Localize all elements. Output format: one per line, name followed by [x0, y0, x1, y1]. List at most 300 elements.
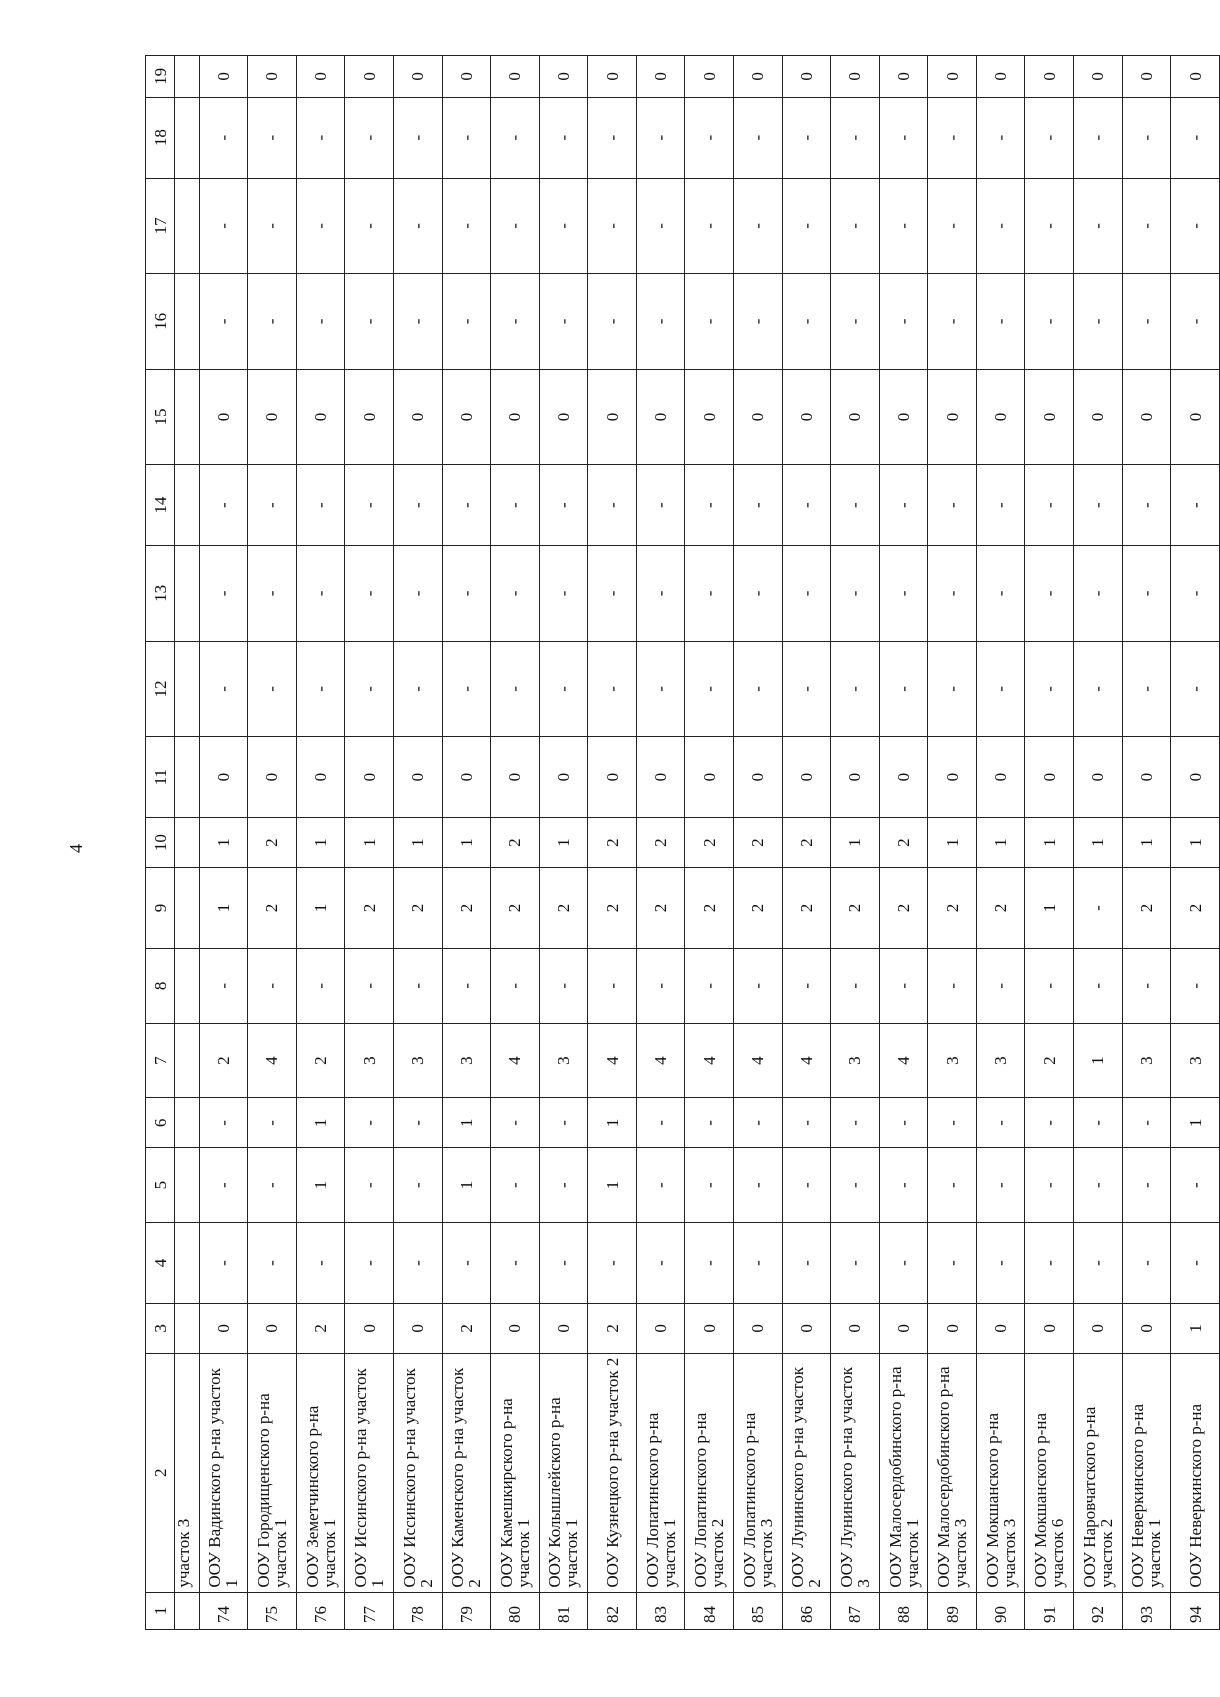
- table-cell: 0: [879, 369, 928, 465]
- row-number: 77: [345, 1592, 394, 1629]
- table-cell: 0: [1074, 1304, 1123, 1354]
- table-cell: -: [1074, 641, 1123, 737]
- table-cell: -: [831, 1148, 880, 1223]
- table-cell: -: [345, 948, 394, 1023]
- table-cell: 1: [1074, 1023, 1123, 1098]
- table-cell: -: [976, 948, 1025, 1023]
- table-cell: 0: [831, 56, 880, 98]
- table-cell: -: [345, 178, 394, 274]
- table-cell: 2: [636, 867, 685, 948]
- table-cell: [175, 641, 199, 737]
- table-cell: [175, 465, 199, 546]
- table-cell: -: [1074, 97, 1123, 178]
- table-cell: 2: [345, 867, 394, 948]
- column-number: 12: [146, 641, 175, 737]
- table-cell: -: [539, 465, 588, 546]
- table-cell: -: [976, 178, 1025, 274]
- organization-name: ООУ Вадинского р-на участок 1: [199, 1353, 248, 1592]
- table-cell: -: [782, 97, 831, 178]
- column-number: 13: [146, 546, 175, 642]
- table-cell: 0: [588, 56, 637, 98]
- table-cell: -: [782, 1148, 831, 1223]
- table-cell: 0: [928, 369, 977, 465]
- table-cell: 1: [199, 867, 248, 948]
- column-number: 7: [146, 1023, 175, 1098]
- table-cell: -: [1122, 178, 1171, 274]
- table-cell: 0: [296, 369, 345, 465]
- table-cell: 0: [879, 737, 928, 818]
- table-cell: 0: [976, 369, 1025, 465]
- table-cell: -: [636, 1098, 685, 1148]
- table-row: [393, 56, 442, 1630]
- table-cell: 0: [685, 1304, 734, 1354]
- row-number: 82: [588, 1592, 637, 1629]
- table-cell: [175, 1304, 199, 1354]
- table-cell: 1: [539, 818, 588, 868]
- table-cell: -: [248, 546, 297, 642]
- table-cell: -: [248, 1223, 297, 1304]
- table-cell: -: [928, 178, 977, 274]
- table-cell: -: [393, 546, 442, 642]
- column-number-row: [146, 56, 175, 1630]
- table-cell: -: [248, 641, 297, 737]
- table-cell: 0: [539, 1304, 588, 1354]
- table-cell: 0: [1025, 56, 1074, 98]
- table-cell: 4: [879, 1023, 928, 1098]
- table-cell: -: [879, 1223, 928, 1304]
- table-cell: -: [491, 178, 540, 274]
- table-cell: -: [1171, 274, 1220, 370]
- table-cell: 2: [1171, 867, 1220, 948]
- table-cell: [175, 1098, 199, 1148]
- table-cell: 4: [733, 1023, 782, 1098]
- table-cell: -: [733, 97, 782, 178]
- table-cell: 3: [393, 1023, 442, 1098]
- table-cell: -: [733, 1223, 782, 1304]
- row-number: 89: [928, 1592, 977, 1629]
- organization-name: ООУ Иссинского р-на участок 2: [393, 1353, 442, 1592]
- table-cell: -: [1074, 1223, 1123, 1304]
- table-cell: 0: [1074, 737, 1123, 818]
- table-cell: -: [588, 178, 637, 274]
- table-cell: -: [1074, 546, 1123, 642]
- table-cell: [175, 1148, 199, 1223]
- table-cell: 1: [296, 1098, 345, 1148]
- table-cell: 0: [782, 737, 831, 818]
- column-number: 2: [146, 1353, 175, 1592]
- table-cell: 0: [199, 56, 248, 98]
- table-cell: 1: [296, 867, 345, 948]
- table-cell: 1: [199, 818, 248, 868]
- table-cell: -: [1171, 465, 1220, 546]
- table-cell: -: [345, 641, 394, 737]
- table-cell: -: [928, 465, 977, 546]
- row-number: 86: [782, 1592, 831, 1629]
- table-cell: -: [831, 178, 880, 274]
- table-cell: -: [1122, 274, 1171, 370]
- table-cell: -: [782, 641, 831, 737]
- table-cell: -: [199, 1148, 248, 1223]
- table-cell: [175, 867, 199, 948]
- organization-name: ООУ Неверкинского р-на участок 1: [1122, 1353, 1171, 1592]
- table-cell: 1: [588, 1148, 637, 1223]
- table-cell: -: [1122, 465, 1171, 546]
- table-cell: -: [1074, 867, 1123, 948]
- table-cell: -: [199, 274, 248, 370]
- table-cell: 0: [976, 737, 1025, 818]
- table-cell: 1: [1025, 867, 1074, 948]
- table-cell: [175, 178, 199, 274]
- table-cell: 0: [393, 56, 442, 98]
- table-cell: 0: [831, 1304, 880, 1354]
- table-cell: -: [588, 1223, 637, 1304]
- table-cell: 0: [733, 1304, 782, 1354]
- table-cell: 2: [442, 1304, 491, 1354]
- table-cell: 0: [879, 56, 928, 98]
- table-cell: -: [491, 546, 540, 642]
- table-row: [296, 56, 345, 1630]
- table-cell: -: [1025, 546, 1074, 642]
- table-cell: -: [1122, 948, 1171, 1023]
- table-cell: [175, 546, 199, 642]
- table-cell: -: [345, 1098, 394, 1148]
- table-cell: [175, 737, 199, 818]
- table-cell: 2: [539, 867, 588, 948]
- table-cell: 2: [588, 1304, 637, 1354]
- table-row: [928, 56, 977, 1630]
- table-cell: -: [1074, 948, 1123, 1023]
- table-cell: -: [199, 1223, 248, 1304]
- table-cell: -: [782, 1098, 831, 1148]
- row-number: 83: [636, 1592, 685, 1629]
- table-cell: -: [442, 641, 491, 737]
- table-cell: 0: [345, 369, 394, 465]
- table-cell: -: [733, 546, 782, 642]
- table-cell: 0: [199, 369, 248, 465]
- table-cell: 0: [879, 1304, 928, 1354]
- table-cell: -: [442, 465, 491, 546]
- organization-name: ООУ Лопатинского р-на участок 1: [636, 1353, 685, 1592]
- table-cell: 2: [636, 818, 685, 868]
- table-cell: 2: [393, 867, 442, 948]
- table-cell: 0: [345, 1304, 394, 1354]
- table-cell: -: [976, 1098, 1025, 1148]
- table-cell: 3: [976, 1023, 1025, 1098]
- table-cell: -: [1122, 641, 1171, 737]
- table-cell: 0: [831, 369, 880, 465]
- table-cell: 1: [831, 818, 880, 868]
- table-cell: -: [831, 274, 880, 370]
- table-cell: -: [1171, 1223, 1220, 1304]
- column-number: 19: [146, 56, 175, 98]
- table-cell: -: [831, 948, 880, 1023]
- table-cell: -: [491, 97, 540, 178]
- table-cell: 0: [782, 56, 831, 98]
- table-cell: 0: [491, 369, 540, 465]
- row-number: 91: [1025, 1592, 1074, 1629]
- table-cell: -: [491, 1098, 540, 1148]
- table-cell: 0: [1122, 369, 1171, 465]
- table-cell: -: [1025, 178, 1074, 274]
- table-cell: [175, 1223, 199, 1304]
- organization-name: ООУ Лопатинского р-на участок 3: [733, 1353, 782, 1592]
- table-cell: -: [491, 465, 540, 546]
- table-cell: -: [296, 274, 345, 370]
- table-cell: 0: [393, 737, 442, 818]
- column-number: 4: [146, 1223, 175, 1304]
- table-cell: 2: [928, 867, 977, 948]
- table-cell: -: [1074, 1098, 1123, 1148]
- table-cell: -: [248, 465, 297, 546]
- table-cell: 2: [588, 818, 637, 868]
- table-cell: -: [831, 1098, 880, 1148]
- row-number: 88: [879, 1592, 928, 1629]
- table-cell: 1: [1171, 1098, 1220, 1148]
- table-cell: -: [879, 465, 928, 546]
- table-cell: 2: [1122, 867, 1171, 948]
- table-cell: 2: [588, 867, 637, 948]
- column-number: 10: [146, 818, 175, 868]
- table-cell: -: [782, 178, 831, 274]
- row-number: 74: [199, 1592, 248, 1629]
- table-cell: -: [539, 948, 588, 1023]
- table-cell: 0: [491, 1304, 540, 1354]
- table-cell: 0: [636, 369, 685, 465]
- table-cell: -: [879, 641, 928, 737]
- table-cell: -: [248, 1148, 297, 1223]
- table-cell: -: [588, 274, 637, 370]
- table-cell: -: [1171, 546, 1220, 642]
- table-cell: [175, 1023, 199, 1098]
- table-cell: 1: [442, 1098, 491, 1148]
- table-cell: -: [1122, 1223, 1171, 1304]
- table-cell: -: [1074, 178, 1123, 274]
- table-cell: -: [733, 1148, 782, 1223]
- table-cell: -: [345, 1148, 394, 1223]
- table-row: [442, 56, 491, 1630]
- table-cell: 0: [588, 737, 637, 818]
- table-cell: -: [1171, 641, 1220, 737]
- table-cell: 0: [296, 737, 345, 818]
- column-number: 8: [146, 948, 175, 1023]
- table-cell: -: [685, 546, 734, 642]
- table-cell: 2: [685, 818, 734, 868]
- column-number: 5: [146, 1148, 175, 1223]
- table-cell: 2: [248, 818, 297, 868]
- table-cell: -: [588, 465, 637, 546]
- organization-name: ООУ Лунинского р-на участок 2: [782, 1353, 831, 1592]
- column-number: 17: [146, 178, 175, 274]
- table-cell: 2: [685, 867, 734, 948]
- table-cell: 2: [491, 818, 540, 868]
- table-row: [1171, 56, 1220, 1630]
- table-cell: 0: [248, 56, 297, 98]
- table-cell: -: [1025, 641, 1074, 737]
- table-cell: -: [976, 546, 1025, 642]
- row-number: 84: [685, 1592, 734, 1629]
- table-cell: -: [1074, 465, 1123, 546]
- table-cell: 2: [296, 1304, 345, 1354]
- table-cell: 0: [928, 56, 977, 98]
- table-cell: 2: [831, 867, 880, 948]
- table-cell: -: [588, 641, 637, 737]
- table-cell: -: [588, 97, 637, 178]
- table-cell: 0: [248, 369, 297, 465]
- table-cell: -: [393, 178, 442, 274]
- row-number: 80: [491, 1592, 540, 1629]
- table-row: [539, 56, 588, 1630]
- table-cell: -: [1122, 1148, 1171, 1223]
- table-cell: 2: [976, 867, 1025, 948]
- table-cell: -: [248, 97, 297, 178]
- table-cell: 0: [636, 56, 685, 98]
- table-cell: 0: [685, 369, 734, 465]
- table-cell: 1: [442, 818, 491, 868]
- table-cell: 3: [345, 1023, 394, 1098]
- table-cell: -: [636, 274, 685, 370]
- table-cell: 0: [1171, 369, 1220, 465]
- table-cell: -: [879, 178, 928, 274]
- table-cell: 3: [831, 1023, 880, 1098]
- organization-name: ООУ Мокшанского р-на участок 3: [976, 1353, 1025, 1592]
- table-cell: -: [296, 97, 345, 178]
- table-cell: 2: [442, 867, 491, 948]
- table-cell: 0: [782, 1304, 831, 1354]
- table-cell: -: [199, 641, 248, 737]
- table-cell: -: [976, 274, 1025, 370]
- table-cell: 3: [928, 1023, 977, 1098]
- table-cell: 2: [296, 1023, 345, 1098]
- table-cell: -: [199, 178, 248, 274]
- table-cell: 0: [442, 737, 491, 818]
- table-cell: 4: [491, 1023, 540, 1098]
- column-number: 14: [146, 465, 175, 546]
- table-cell: 0: [1122, 1304, 1171, 1354]
- row-number: 87: [831, 1592, 880, 1629]
- table-cell: -: [442, 1223, 491, 1304]
- row-number: 78: [393, 1592, 442, 1629]
- table-cell: [175, 97, 199, 178]
- table-cell: -: [296, 641, 345, 737]
- organization-name: ООУ Малосердобинского р-на участок 3: [928, 1353, 977, 1592]
- table-cell: -: [199, 1098, 248, 1148]
- organization-name: ООУ Городищенского р-на участок 1: [248, 1353, 297, 1592]
- table-cell: -: [879, 1148, 928, 1223]
- table-cell: 3: [1122, 1023, 1171, 1098]
- table-cell: -: [1122, 97, 1171, 178]
- table-cell: -: [685, 178, 734, 274]
- table-cell: -: [879, 546, 928, 642]
- organization-name: ООУ Неверкинского р-на: [1171, 1353, 1220, 1592]
- column-number: 9: [146, 867, 175, 948]
- table-cell: 2: [733, 818, 782, 868]
- table-cell: 3: [539, 1023, 588, 1098]
- table-cell: -: [976, 1148, 1025, 1223]
- table-row: [1122, 56, 1171, 1630]
- table-cell: -: [1122, 546, 1171, 642]
- table-cell: 4: [685, 1023, 734, 1098]
- table-cell: 4: [248, 1023, 297, 1098]
- table-cell: -: [928, 97, 977, 178]
- table-cell: 1: [1171, 1304, 1220, 1354]
- row-number: 90: [976, 1592, 1025, 1629]
- table-cell: -: [1025, 1148, 1074, 1223]
- table-cell: -: [393, 1223, 442, 1304]
- table-cell: -: [831, 641, 880, 737]
- table-cell: -: [879, 274, 928, 370]
- table-cell: -: [976, 97, 1025, 178]
- table-row: [1074, 56, 1123, 1630]
- table-cell: -: [296, 546, 345, 642]
- table-cell: 2: [199, 1023, 248, 1098]
- table-cell: -: [1025, 465, 1074, 546]
- table-cell: 0: [636, 737, 685, 818]
- table-cell: -: [782, 948, 831, 1023]
- table-cell: -: [393, 465, 442, 546]
- table-cell: -: [685, 1148, 734, 1223]
- table-cell: 1: [393, 818, 442, 868]
- table-cell: -: [442, 178, 491, 274]
- table-cell: -: [296, 178, 345, 274]
- table-cell: 0: [1025, 369, 1074, 465]
- table-cell: 0: [1025, 737, 1074, 818]
- table-cell: 0: [491, 56, 540, 98]
- table-cell: 0: [1171, 56, 1220, 98]
- organization-name: ООУ Мокшанского р-на участок 6: [1025, 1353, 1074, 1592]
- table-cell: 2: [879, 867, 928, 948]
- table-cell: 3: [1171, 1023, 1220, 1098]
- organization-name: ООУ Кузнецкого р-на участок 2: [588, 1353, 637, 1592]
- table-cell: -: [248, 274, 297, 370]
- table-cell: -: [491, 641, 540, 737]
- table-cell: -: [345, 1223, 394, 1304]
- row-number: 85: [733, 1592, 782, 1629]
- table-cell: -: [539, 97, 588, 178]
- table-cell: 2: [1025, 1023, 1074, 1098]
- continuation-row: [175, 56, 199, 1630]
- table-cell: 0: [976, 56, 1025, 98]
- table-cell: 0: [296, 56, 345, 98]
- table-cell: 0: [539, 56, 588, 98]
- table-row: [588, 56, 637, 1630]
- table-row: [636, 56, 685, 1630]
- table-cell: 0: [1171, 737, 1220, 818]
- table-cell: 0: [733, 56, 782, 98]
- table-cell: -: [636, 97, 685, 178]
- table-cell: -: [248, 178, 297, 274]
- table-cell: 0: [1025, 1304, 1074, 1354]
- table-cell: -: [539, 274, 588, 370]
- table-cell: 0: [539, 737, 588, 818]
- table-cell: -: [685, 641, 734, 737]
- table-cell: -: [685, 97, 734, 178]
- table-cell: -: [199, 948, 248, 1023]
- table-cell: 0: [1074, 56, 1123, 98]
- table-cell: -: [248, 1098, 297, 1148]
- organization-name: ООУ Малосердобинского р-на участок 1: [879, 1353, 928, 1592]
- table-cell: -: [733, 948, 782, 1023]
- table-row: [976, 56, 1025, 1630]
- table-cell: [175, 56, 199, 98]
- table-cell: 0: [1122, 56, 1171, 98]
- table-cell: 0: [442, 369, 491, 465]
- table-cell: -: [831, 97, 880, 178]
- table-cell: 1: [1171, 818, 1220, 868]
- table-cell: -: [491, 1223, 540, 1304]
- table-cell: 0: [1074, 369, 1123, 465]
- table-cell: -: [393, 948, 442, 1023]
- table-cell: 0: [491, 737, 540, 818]
